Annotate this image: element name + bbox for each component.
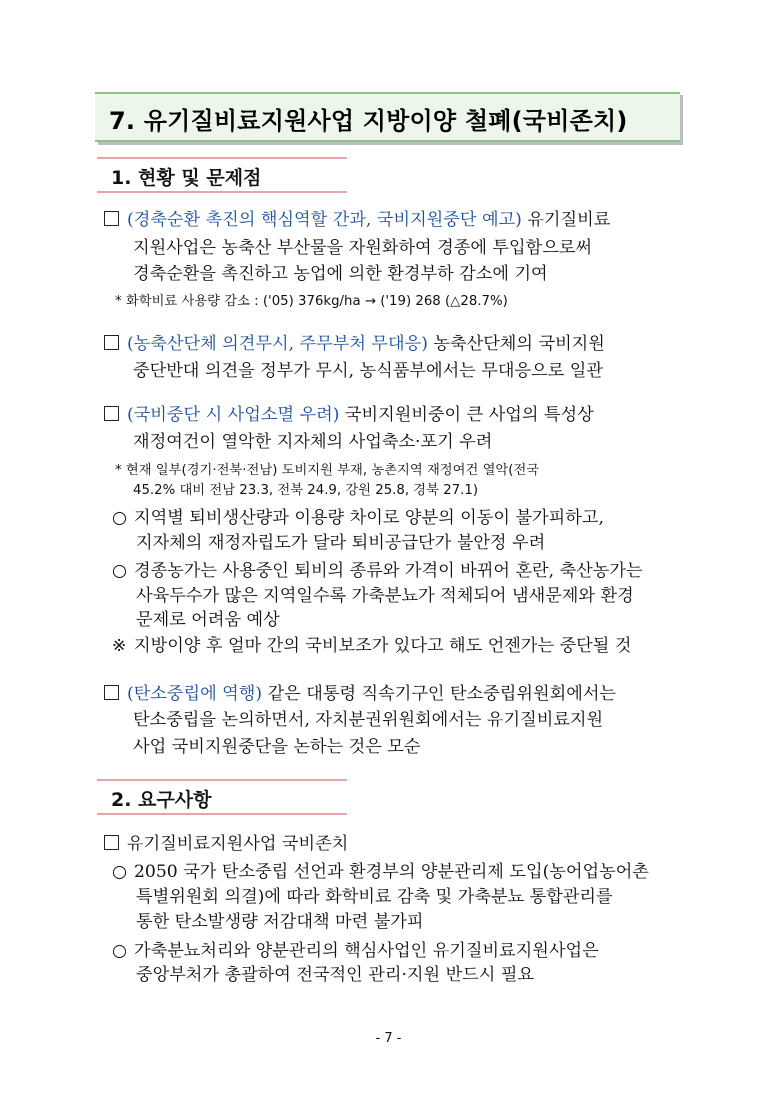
s1-item3-note-line1: * 현재 일부(경기·전북·전남) 도비지원 부재, 농촌지역 재정여건 열악(전국 [115,463,540,478]
s1-item1-line3: 경축순환을 촉진하고 농업에 의한 환경부하 감소에 기여 [133,264,548,284]
section1-heading: 1. 현황 및 문제점 [111,167,262,189]
s2-sub1-line1 [112,860,649,884]
s1-item1-highlight: (경축순환 촉진의 핵심역할 간과, 국비지원중단 예고) [127,210,522,230]
s1-item1-line2: 지원사업은 농축산 부산물을 자원화하여 경종에 투입함으로써 [133,238,593,258]
circle-bullet-icon: ○ [112,941,127,961]
s1-item2-text: 농축산단체의 국비지원 [427,334,605,354]
s1-item4-highlight: (탄소중립에 역행) [127,684,263,704]
s2-sub2-line2: 중앙부처가 총괄하여 전국적인 관리·지원 반드시 필요 [136,965,535,985]
s1-item3-line2: 재정여건이 열악한 지자체의 사업축소·포기 우려 [133,432,493,452]
section1-rule-bottom [97,191,347,193]
checkbox-square-icon [104,211,119,226]
section2-rule-bottom [97,813,347,815]
s2-sub2-text: 가축분뇨처리와 양분관리의 핵심사업인 유기질비료지원사업은 [134,941,599,961]
s2-item1 [104,832,348,856]
s1-item3-sub2-line3: 문제로 어려움 예상 [136,610,280,630]
s1-item3-sub2-line1 [112,559,643,583]
circle-bullet-icon: ○ [112,862,127,882]
circle-bullet-icon: ○ [112,508,127,528]
s1-item3-note-line2: 45.2% 대비 전남 23.3, 전북 24.9, 강원 25.8, 경북 27.1) [133,483,479,498]
section2-rule-top [97,779,347,781]
s1-item4-line3: 사업 국비지원중단을 논하는 것은 모순 [133,737,421,757]
s2-sub1-line3: 통한 탄소발생량 저감대책 마련 불가피 [136,912,424,932]
section2-header [97,779,347,815]
reference-mark-icon: ※ [112,636,127,656]
s1-item3-sub2-text: 경종농가는 사용중인 퇴비의 종류와 가격이 바뀌어 혼란, 축산농가는 [134,561,643,581]
s1-item3-line1 [104,403,594,427]
s1-item3-highlight: (국비중단 시 사업소멸 우려) [127,405,340,425]
s1-item1-text: 유기질비료 [521,210,611,230]
checkbox-square-icon [104,406,119,421]
s1-item2-line1 [104,332,605,356]
s1-item4-line1 [104,682,616,706]
s1-item3-remark-text: 지방이양 후 얼마 간의 국비보조가 있다고 해도 언젠가는 중단될 것 [134,636,632,656]
s1-item1-line1 [104,208,610,232]
s2-sub2-line1 [112,939,599,963]
s1-item4-line2: 탄소중립을 논의하면서, 자치분권위원회에서는 유기질비료지원 [133,710,604,730]
s2-item1-text: 유기질비료지원사업 국비존치 [127,834,349,854]
s1-item2-highlight: (농축산단체 의견무시, 주무부처 무대응) [127,334,428,354]
s1-item3-remark [112,634,631,658]
title-box [95,92,680,142]
s2-sub1-line2: 특별위원회 의결)에 따라 화학비료 감축 및 가축분뇨 통합관리를 [136,887,613,907]
s1-item3-sub1-line2: 지자체의 재정자립도가 달라 퇴비공급단가 불안정 우려 [136,533,546,553]
s1-item3-sub1-text: 지역별 퇴비생산량과 이용량 차이로 양분의 이동이 불가피하고, [134,508,604,528]
s1-item3-sub1-line1 [112,506,604,530]
section1-header [97,157,347,193]
section2-heading: 2. 요구사항 [111,789,212,811]
s1-item4-text: 같은 대통령 직속기구인 탄소중립위원회에서는 [262,684,617,704]
s1-item3-sub2-line2: 사육두수가 많은 지역일수록 가축분뇨가 적체되어 냄새문제와 환경 [136,586,634,606]
page-number: - 7 - [375,1031,402,1046]
s1-item2-line2: 중단반대 의견을 정부가 무시, 농식품부에서는 무대응으로 일관 [133,361,603,381]
circle-bullet-icon: ○ [112,561,127,581]
page-title: 7. 유기질비료지원사업 지방이양 철폐(국비존치) [109,107,628,135]
checkbox-square-icon [104,835,119,850]
s1-item1-note: * 화학비료 사용량 감소 : ('05) 376kg/ha → ('19) 268 (△28.7%) [115,294,508,309]
s2-sub1-text: 2050 국가 탄소중립 선언과 환경부의 양분관리제 도입(농어업농어촌 [134,862,649,882]
checkbox-square-icon [104,685,119,700]
s1-item3-text: 국비지원비중이 큰 사업의 특성상 [339,405,594,425]
section1-rule-top [97,157,347,159]
checkbox-square-icon [104,335,119,350]
